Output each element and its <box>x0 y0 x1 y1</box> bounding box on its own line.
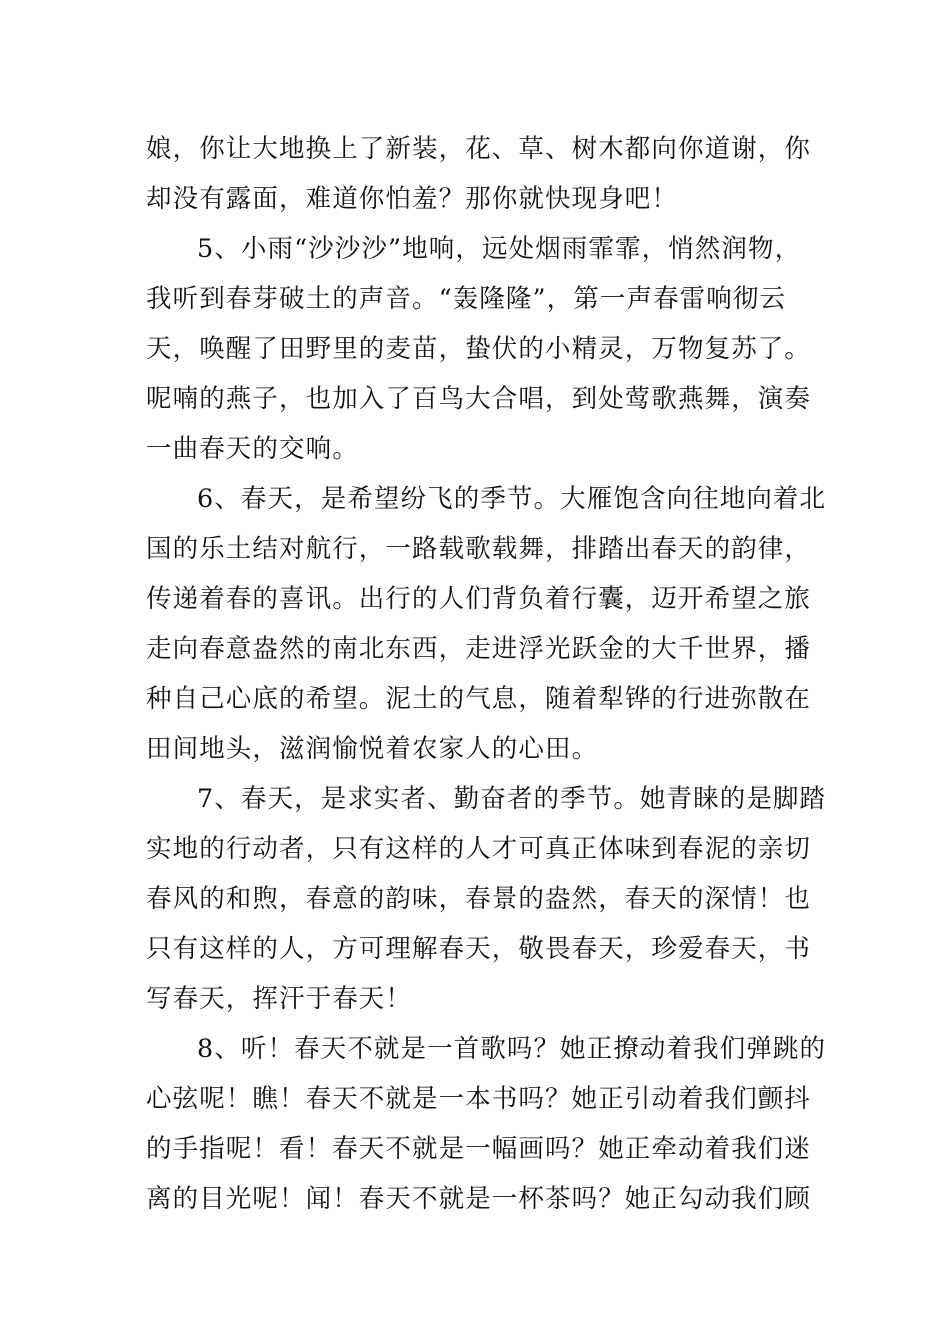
text-line: 写春天，挥汗于春天！ <box>146 984 413 1014</box>
paragraph-6-start: 6、春天，是希望纷飞的季节。大雁饱含向往地向着北 <box>197 484 827 514</box>
text-line: 实地的行动者，只有这样的人才可真正体味到春泥的亲切 <box>146 834 812 864</box>
paragraph-8-start: 8、听！春天不就是一首歌吗？她正撩动着我们弹跳的 <box>197 1034 827 1064</box>
text-line: 的手指呢！看！春天不就是一幅画吗？她正牵动着我们迷 <box>146 1134 812 1164</box>
paragraph-7-start: 7、春天，是求实者、勤奋者的季节。她青睐的是脚踏 <box>197 784 827 814</box>
text-line: 春风的和煦，春意的韵味，春景的盎然，春天的深情！也 <box>146 884 812 914</box>
text-line: 我听到春芽破土的声音。“轰隆隆”，第一声春雷响彻云 <box>146 284 787 314</box>
text-line: 只有这样的人，方可理解春天，敬畏春天，珍爱春天，书 <box>146 934 812 964</box>
text-line: 心弦呢！瞧！春天不就是一本书吗？她正引动着我们颤抖 <box>146 1084 812 1114</box>
text-line: 种自己心底的希望。泥土的气息，随着犁铧的行进弥散在 <box>146 684 812 714</box>
text-line: 却没有露面，难道你怕羞？那你就快现身吧！ <box>146 184 679 214</box>
text-line: 田间地头，滋润愉悦着农家人的心田。 <box>146 734 599 764</box>
paragraph-5-start: 5、小雨“沙沙沙”地响，远处烟雨霏霏，悄然润物， <box>197 234 802 264</box>
text-line: 离的目光呢！闻！春天不就是一杯茶吗？她正勾动我们顾 <box>146 1184 812 1214</box>
text-line: 一曲春天的交响。 <box>146 434 359 464</box>
text-line: 呢喃的燕子，也加入了百鸟大合唱，到处莺歌燕舞，演奏 <box>146 384 812 414</box>
text-line: 传递着春的喜讯。出行的人们背负着行囊，迈开希望之旅 <box>146 584 812 614</box>
text-line: 天，唤醒了田野里的麦苗，蛰伏的小精灵，万物复苏了。 <box>146 334 812 364</box>
text-line: 走向春意盎然的南北东西，走进浮光跃金的大千世界，播 <box>146 634 812 664</box>
text-line: 娘，你让大地换上了新装，花、草、树木都向你道谢，你 <box>146 134 812 164</box>
text-line: 国的乐土结对航行，一路载歌载舞，排踏出春天的韵律， <box>146 534 812 564</box>
